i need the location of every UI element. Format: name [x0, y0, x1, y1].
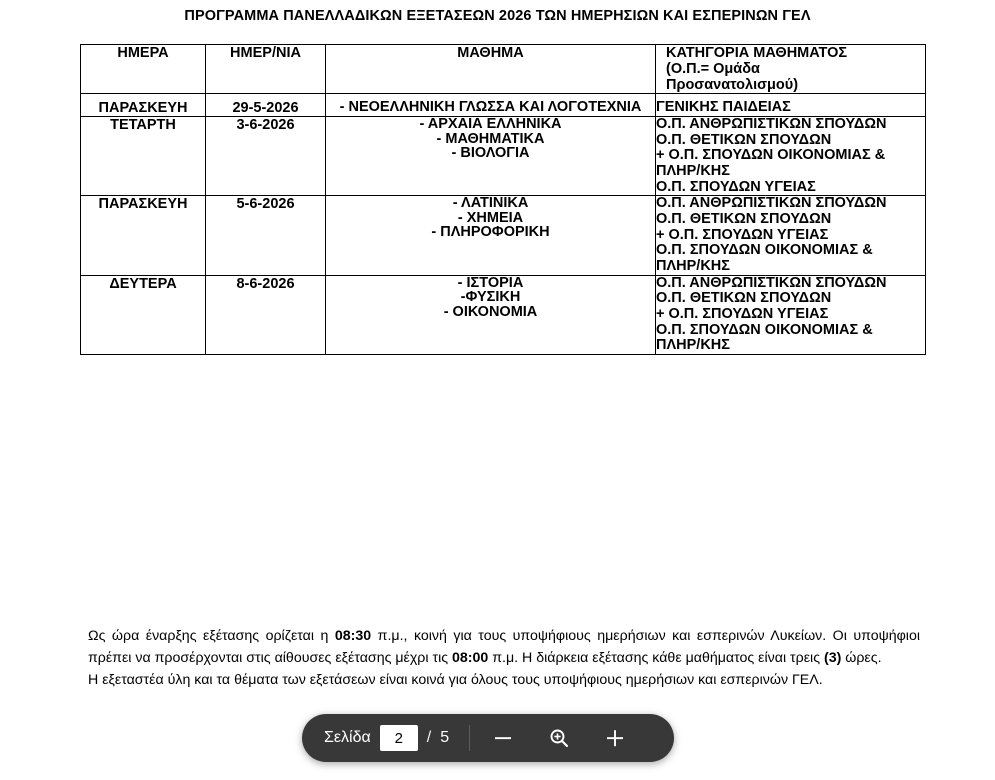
category-line: Ο.Π. ΑΝΘΡΩΠΙΣΤΙΚΩΝ ΣΠΟΥΔΩΝ: [656, 274, 887, 291]
minus-icon: [492, 727, 514, 749]
category-line: Ο.Π. ΑΝΘΡΩΠΙΣΤΙΚΩΝ ΣΠΟΥΔΩΝ: [656, 116, 887, 132]
footnote-duration-hours: (3): [823, 650, 842, 666]
subject-line: - ΛΑΤΙΝΙΚΑ: [452, 195, 529, 212]
page-navigation-group: [302, 725, 449, 751]
row-date: 8-6-2026: [206, 275, 326, 354]
category-line: Ο.Π. ΣΠΟΥΔΩΝ ΥΓΕΙΑΣ: [656, 178, 816, 195]
subject-line: - ΑΡΧΑΙΑ ΕΛΛΗΝΙΚΑ: [419, 116, 562, 132]
header-category-line3: Προσανατολισμού): [666, 77, 799, 93]
subject-line: - ΧΗΜΕΙΑ: [457, 209, 524, 226]
table-header-row: [81, 45, 926, 94]
category-line: Ο.Π. ΘΕΤΙΚΩΝ ΣΠΟΥΔΩΝ: [656, 290, 832, 307]
footnote-1-text-d: ώρες.: [841, 650, 882, 666]
row-categories: [656, 275, 926, 354]
row-day: ΔΕΥΤΕΡΑ: [81, 275, 206, 354]
footnote-1-text-a: Ως ώρα έναρξης εξέτασης ορίζεται η: [88, 628, 335, 644]
page-number-input[interactable]: [380, 725, 418, 751]
category-line: + Ο.Π. ΣΠΟΥΔΩΝ ΥΓΕΙΑΣ: [656, 226, 829, 243]
category-line: Ο.Π. ΘΕΤΙΚΩΝ ΣΠΟΥΔΩΝ: [656, 131, 832, 148]
category-line: ΠΛΗΡ/ΚΗΣ: [656, 257, 730, 274]
header-subject: ΜΑΘΗΜΑ: [326, 45, 656, 94]
zoom-out-button[interactable]: [488, 723, 518, 753]
subject-line: - ΝΕΟΕΛΛΗΝΙΚΗ ΓΛΩΣΣΑ ΚΑΙ ΛΟΓΟΤΕΧΝΙΑ: [339, 99, 642, 115]
header-category-line2: (Ο.Π.= Ομάδα: [666, 61, 760, 77]
row-subjects: [326, 275, 656, 354]
table-row: [81, 275, 926, 354]
row-categories: [656, 94, 926, 117]
category-line: Ο.Π. ΣΠΟΥΔΩΝ ΟΙΚΟΝΟΜΙΑΣ &: [656, 321, 873, 338]
header-category: [656, 45, 926, 94]
category-line: + Ο.Π. ΣΠΟΥΔΩΝ ΥΓΕΙΑΣ: [656, 305, 829, 322]
row-date: 29-5-2026: [206, 94, 326, 117]
zoom-reset-button[interactable]: [544, 723, 574, 753]
magnifier-icon: [548, 727, 570, 749]
table-row: [81, 196, 926, 275]
footnote-start-time: 08:30: [334, 628, 372, 644]
row-day: ΠΑΡΑΣΚΕΥΗ: [81, 94, 206, 117]
subject-line: - ΒΙΟΛΟΓΙΑ: [451, 145, 530, 161]
subject-line: -ΦΥΣΙΚΗ: [460, 289, 521, 306]
row-day: ΠΑΡΑΣΚΕΥΗ: [81, 196, 206, 275]
page-count: 5: [440, 729, 450, 746]
category-line: Ο.Π. ΑΝΘΡΩΠΙΣΤΙΚΩΝ ΣΠΟΥΔΩΝ: [656, 195, 887, 212]
header-category-line1: ΚΑΤΗΓΟΡΙΑ ΜΑΘΗΜΑΤΟΣ: [666, 45, 848, 61]
category-line: ΠΛΗΡ/ΚΗΣ: [656, 337, 730, 354]
footnotes: [88, 625, 920, 691]
row-date: 3-6-2026: [206, 117, 326, 196]
subject-line: - ΙΣΤΟΡΙΑ: [457, 274, 524, 291]
footnote-paragraph-2: Η εξεταστέα ύλη και τα θέματα των εξετάσεων είναι κοινά για όλους τους υποψήφιους ημερήσιων και εσπερινών ΓΕΛ.: [88, 672, 823, 688]
toolbar-divider: [469, 725, 470, 751]
row-subjects: [326, 94, 656, 117]
row-categories: [656, 196, 926, 275]
category-line: Ο.Π. ΣΠΟΥΔΩΝ ΟΙΚΟΝΟΜΙΑΣ &: [656, 242, 873, 259]
page-separator: /: [426, 729, 432, 746]
footnote-1-text-b: π.μ., κοινή για τους υποψήφιους ημερήσιων και εσπερινών Λυκείων. Οι υποψήφιοι πρέπει να προσέρχονται στις αίθουσες εξέτασης μέχρι τις: [88, 628, 920, 666]
table-row: [81, 94, 926, 117]
row-date: 5-6-2026: [206, 196, 326, 275]
row-day: ΤΕΤΑΡΤΗ: [81, 117, 206, 196]
table-row: [81, 117, 926, 196]
exam-schedule-table: [80, 44, 926, 355]
footnote-1-text-c: π.μ. Η διάρκεια εξέτασης κάθε μαθήματος είναι τρεις: [488, 650, 824, 666]
row-categories: [656, 117, 926, 196]
page-label: Σελίδα: [324, 729, 371, 746]
category-line: Ο.Π. ΘΕΤΙΚΩΝ ΣΠΟΥΔΩΝ: [656, 210, 832, 227]
pdf-viewer-toolbar: [302, 714, 674, 762]
header-day: ΗΜΕΡΑ: [81, 45, 206, 94]
plus-icon: [604, 727, 626, 749]
category-line: + Ο.Π. ΣΠΟΥΔΩΝ ΟΙΚΟΝΟΜΙΑΣ &: [656, 147, 886, 164]
zoom-in-button[interactable]: [600, 723, 630, 753]
subject-line: - ΜΑΘΗΜΑΤΙΚΑ: [436, 130, 545, 147]
header-date: ΗΜΕΡ/ΝΙΑ: [206, 45, 326, 94]
category-line: ΓΕΝΙΚΗΣ ΠΑΙΔΕΙΑΣ: [656, 99, 791, 115]
row-subjects: [326, 117, 656, 196]
zoom-controls: [480, 723, 630, 753]
subject-line: - ΠΛΗΡΟΦΟΡΙΚΗ: [431, 224, 550, 241]
footnote-arrival-time: 08:00: [452, 650, 489, 666]
page-title: ΠΡΟΓΡΑΜΜΑ ΠΑΝΕΛΛΑΔΙΚΩΝ ΕΞΕΤΑΣΕΩΝ 2026 ΤΩΝ ΗΜΕΡΗΣΙΩΝ ΚΑΙ ΕΣΠΕΡΙΝΩΝ ΓΕΛ: [184, 8, 811, 24]
category-line: ΠΛΗΡ/ΚΗΣ: [656, 162, 730, 179]
row-subjects: [326, 196, 656, 275]
footnote-paragraph-1: [88, 625, 920, 669]
subject-line: - ΟΙΚΟΝΟΜΙΑ: [443, 303, 538, 320]
